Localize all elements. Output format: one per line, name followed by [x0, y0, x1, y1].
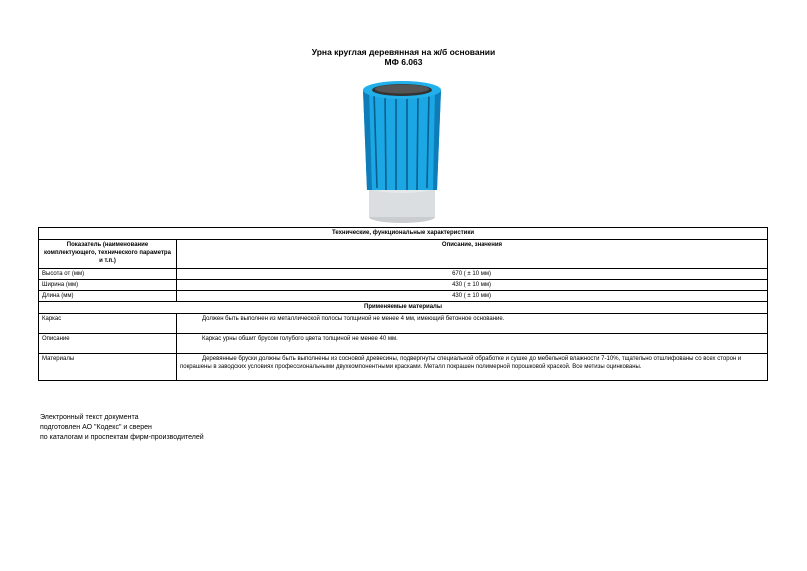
value-cell: Должен быть выполнен из металлической полосы толщиной не менее 4 мм, имеющий бетонное основание.	[177, 314, 768, 334]
table-row	[39, 280, 768, 291]
section-materials: Применяемые материалы	[39, 302, 768, 314]
table-row	[39, 334, 768, 354]
param-cell: Описание	[39, 334, 177, 354]
footer-line: Электронный текст документа	[40, 414, 139, 421]
section-row	[39, 228, 768, 240]
document-code: МФ 6.063	[384, 57, 423, 67]
header-param: Показатель (наименование комплектующего, технического параметра и т.п.)	[39, 240, 177, 269]
table-row	[39, 291, 768, 302]
param-cell: Длина (мм)	[39, 291, 177, 302]
section-row	[39, 302, 768, 314]
value-cell: 430 ( ± 10 мм)	[177, 291, 768, 302]
footer-line: подготовлен АО "Кодекс" и сверен	[40, 424, 152, 431]
param-cell: Ширина (мм)	[39, 280, 177, 291]
section-characteristics: Технические, функциональные характеристики	[39, 228, 768, 240]
spec-table	[38, 227, 768, 381]
param-cell: Высота от (мм)	[39, 269, 177, 280]
value-cell: 430 ( ± 10 мм)	[177, 280, 768, 291]
value-cell: Деревянные бруски должны быть выполнены из сосновой древесины, подвергнуты специальной обработке и сушке до мебельной влажности 7-10%, тщательно отшлифованы со всех сторон и покрашены в заводских условиях профессиональными двухкомпонентными красками. Металл покрашен полимерной порошковой краской. Все метизы оцинкованы.	[177, 354, 768, 381]
inner-ring	[375, 85, 429, 94]
value-cell: Каркас урны обшит брусом голубого цвета толщиной не менее 40 мм.	[177, 334, 768, 354]
value-cell: 670 ( ± 10 мм)	[177, 269, 768, 280]
header-value: Описание, значения	[177, 240, 768, 269]
table-row	[39, 269, 768, 280]
footer-line: по каталогам и проспектам фирм-производителей	[40, 434, 204, 441]
bin-illustration	[355, 72, 455, 227]
footer-note	[40, 413, 204, 443]
param-cell: Материалы	[39, 354, 177, 381]
table-row	[39, 314, 768, 334]
param-cell: Каркас	[39, 314, 177, 334]
header-row	[39, 240, 768, 269]
table-row	[39, 354, 768, 381]
document-title: Урна круглая деревянная на ж/б основании	[311, 47, 496, 57]
